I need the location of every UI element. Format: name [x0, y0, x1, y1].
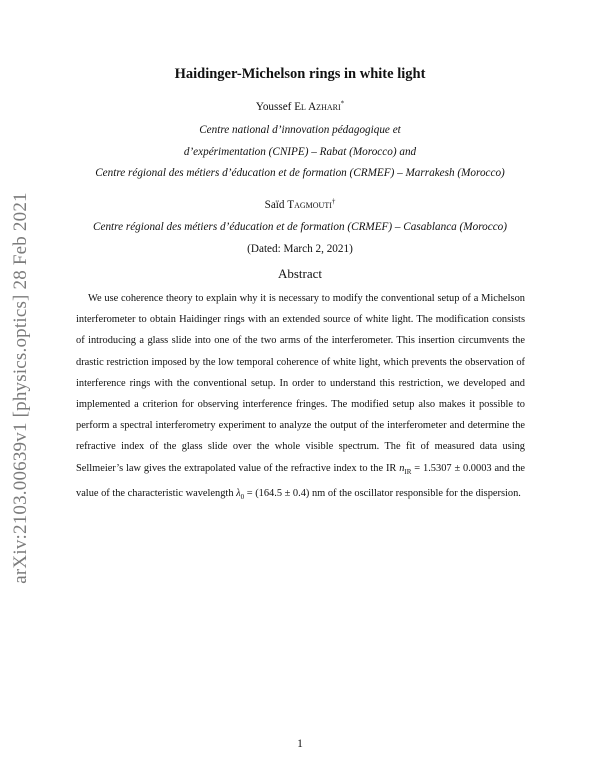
- arxiv-sidebar: [6, 168, 36, 608]
- lambda-value-text: = (164.5 ± 0.4) nm of the oscillator responsible for the dispersion.: [244, 487, 521, 499]
- author-1-affiliation-line: Centre régional des métiers d’éducation et de formation (CRMEF) – Marrakesh (Morocco): [95, 167, 505, 179]
- author-1-footnote-mark[interactable]: *: [340, 99, 345, 108]
- author-1-affiliation-line: Centre national d’innovation pédagogique et: [199, 124, 401, 136]
- paper-title: Haidinger-Michelson rings in white light: [174, 66, 426, 82]
- arxiv-identifier[interactable]: arXiv:2103.00639v1 [physics.optics] 28 Feb 2021: [10, 192, 31, 584]
- page-number: 1: [297, 738, 303, 750]
- author-2-first-name: Saïd: [264, 199, 285, 211]
- author-2-affiliation-line: Centre régional des métiers d’éducation et de formation (CRMEF) – Casablanca (Morocco): [93, 221, 507, 233]
- nir-symbol: n: [399, 462, 405, 474]
- nir-subscript: IR: [404, 467, 412, 476]
- abstract-heading: Abstract: [277, 266, 323, 281]
- author-1-affiliation-line: d’expérimentation (CNIPE) – Rabat (Morocco) and: [183, 146, 417, 158]
- dated-line: (Dated: March 2, 2021): [247, 243, 353, 255]
- author-1-last-name: El Azhari: [294, 101, 341, 113]
- author-2-footnote-mark[interactable]: †: [331, 197, 336, 206]
- abstract-text: We use coherence theory to explain why it is necessary to modify the conventional setup of a Michelson interferometer to obtain Haidinger rings with an extended source of white light. The modification consists of introducing a glass slide into one of the two arms of the interferometer. This insertion circumvents the drastic restriction imposed by the low temporal coherence of white light, which prevents the observation of interference rings with the conventional setup. In order to understand this restriction, we developed and implemented a criterion for observing interference fringes. The modified setup also makes it possible to perform a spectral interferometry experiment to analyze the output of the interferometer and determine the refractive index of the glass slide over the whole visible spectrum. The fit of measured data using Sellmeier’s law gives the extrapolated value of the refractive index to the IR: [76, 293, 525, 474]
- author-1-first-name: Youssef: [255, 101, 292, 113]
- author-1: [0, 101, 600, 113]
- lambda-symbol: λ: [236, 487, 241, 499]
- lambda-subscript: 0: [240, 492, 245, 501]
- author-2: [0, 199, 600, 211]
- nir-value-text: = 1.5307 ± 0.0003 and the value of the characteristic wavelength: [76, 462, 525, 499]
- abstract-body: [76, 288, 525, 508]
- author-2-last-name: Tagmouti: [287, 199, 332, 211]
